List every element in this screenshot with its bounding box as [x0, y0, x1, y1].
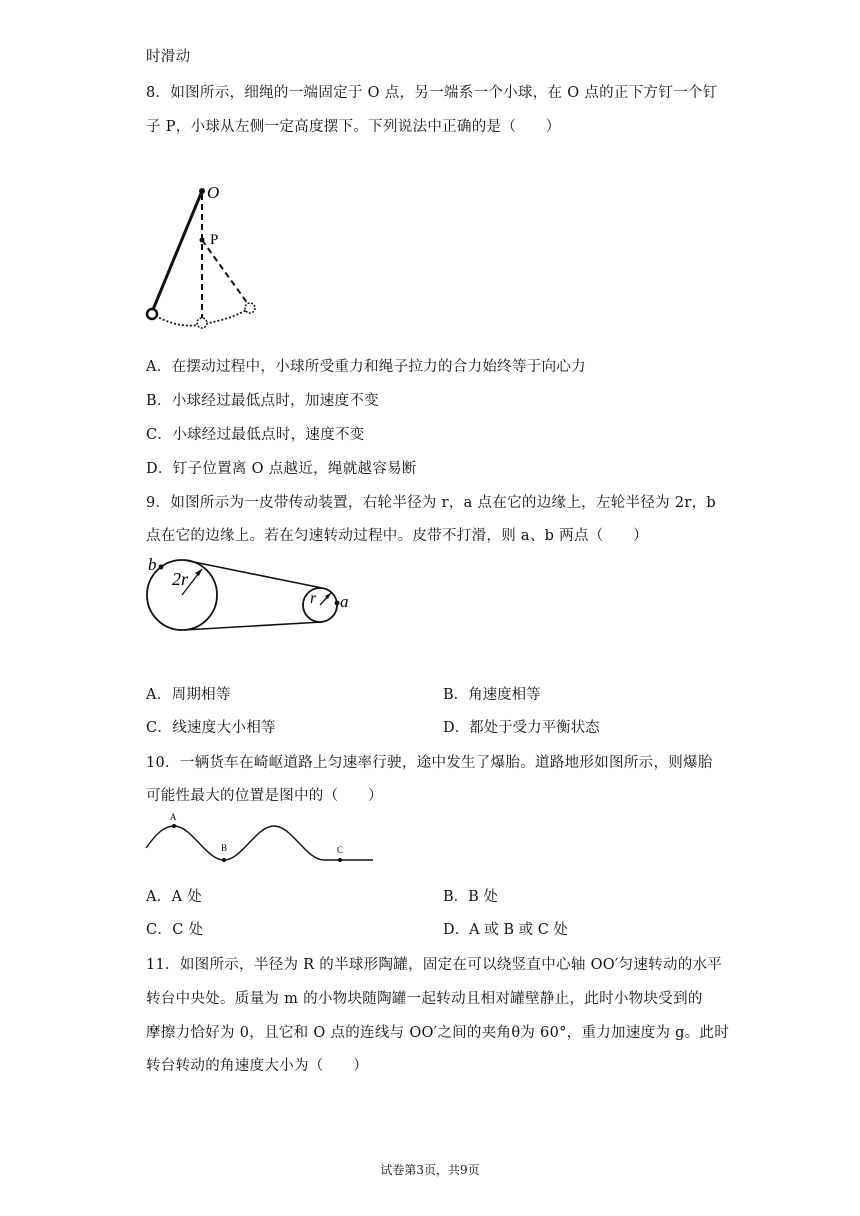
q11-stem-line2: 转台中央处。质量为 m 的小物块随陶罐一起转动且相对罐壁静止，此时小物块受到的	[146, 991, 703, 1007]
label-2r: 2r	[172, 569, 189, 589]
label-a: a	[340, 592, 349, 611]
label-r: r	[310, 590, 317, 607]
q10-option-c: C．C 处	[146, 922, 204, 938]
ball-right	[245, 303, 255, 313]
q9-option-a: A．周期相等	[146, 687, 231, 703]
q8-stem-line2: 子 P，小球从左侧一定高度摆下。下列说法中正确的是（ ）	[146, 119, 561, 135]
q9-stem-line2: 点在它的边缘上。若在匀速转动过程中。皮带不打滑，则 a、b 两点（ ）	[146, 528, 648, 544]
pendulum-string	[152, 191, 202, 312]
q10-option-b: B．B 处	[443, 889, 498, 905]
q8-option-b: B．小球经过最低点时，加速度不变	[146, 393, 379, 409]
text-fragment: 时滑动	[146, 49, 191, 65]
label-a: A	[170, 812, 177, 822]
page-footer: 试卷第3页，共9页	[380, 1163, 480, 1177]
q8-option-d: D．钉子位置离 O 点越近，绳就越容易断	[146, 461, 417, 477]
q8-option-c: C．小球经过最低点时，速度不变	[146, 427, 365, 443]
label-c: C	[337, 845, 344, 855]
q9-belt-figure	[140, 555, 360, 640]
q10-stem-line1: 10．一辆货车在崎岖道路上匀速率行驶，途中发生了爆胎。道路地形如图所示，则爆胎	[146, 755, 713, 771]
point-b	[222, 858, 226, 862]
q10-option-a: A．A 处	[146, 889, 203, 905]
q10-stem-line2: 可能性最大的位置是图中的（ ）	[146, 788, 383, 804]
string-after-nail	[202, 240, 248, 304]
q11-stem-line3: 摩擦力恰好为 0，且它和 O 点的连线与 OO′之间的夹角θ为 60°，重力加速度为 g。此时	[146, 1025, 730, 1041]
q10-option-d: D．A 或 B 或 C 处	[443, 922, 568, 938]
point-c	[338, 858, 342, 862]
q9-option-c: C．线速度大小相等	[146, 720, 276, 736]
q10-road-figure	[140, 810, 380, 868]
label-b: b	[148, 555, 157, 574]
pivot-o	[199, 188, 205, 194]
q9-stem-line1: 9．如图所示为一皮带传动装置，右轮半径为 r，a 点在它的边缘上，左轮半径为 2r，b	[146, 495, 716, 511]
point-a	[335, 601, 340, 606]
label-o: O	[207, 183, 220, 202]
belt-bottom	[184, 622, 322, 630]
q8-pendulum-figure	[140, 180, 270, 335]
q8-option-a: A．在摆动过程中，小球所受重力和绳子拉力的合力始终等于向心力	[146, 359, 586, 375]
label-b: B	[221, 843, 228, 853]
q8-stem-line1: 8．如图所示，细绳的一端固定于 O 点，另一端系一个小球，在 O 点的正下方钉一个钉	[146, 85, 718, 101]
q11-stem-line4: 转台转动的角速度大小为（ ）	[146, 1058, 368, 1074]
label-p: P	[210, 232, 219, 248]
q9-option-b: B．角速度相等	[443, 687, 541, 703]
point-a	[172, 824, 176, 828]
ball-left	[147, 309, 157, 319]
ball-bottom	[197, 318, 207, 328]
q11-stem-line1: 11．如图所示，半径为 R 的半球形陶罐，固定在可以绕竖直中心轴 OO′匀速转动的水平	[146, 957, 723, 973]
q9-option-d: D．都处于受力平衡状态	[443, 720, 600, 736]
point-b	[159, 565, 164, 570]
